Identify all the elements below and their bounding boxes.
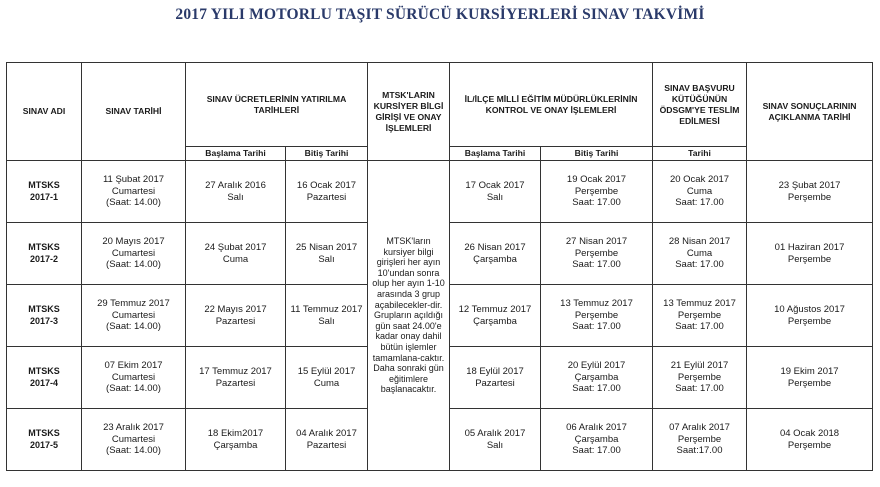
cell-line: Cumartesi	[111, 309, 156, 321]
mem-start-cell	[450, 161, 541, 223]
exam-name-line: MTSKS	[28, 304, 60, 314]
exam-name-line: 2017-5	[29, 439, 59, 450]
cell-line: 10 Ağustos 2017	[774, 304, 845, 315]
cell-line: Saat: 17.00	[572, 445, 621, 457]
cell-line: Pazartesi	[215, 377, 256, 389]
cell-line: 07 Ekim 2017	[104, 360, 163, 372]
exam-name-line: 2017-1	[29, 191, 59, 202]
exam-name-cell	[7, 285, 82, 347]
cell-line: Çarşamba	[473, 315, 517, 327]
mem-end-cell	[541, 409, 653, 471]
cell-line: 22 Mayıs 2017	[204, 304, 267, 315]
mem-end-cell	[541, 347, 653, 409]
cell-line: 16 Ocak 2017	[296, 180, 357, 191]
subheader-mem-end: Bitiş Tarihi	[541, 147, 653, 161]
mem-start-cell	[450, 347, 541, 409]
cell-line: Perşembe	[677, 433, 722, 445]
cell-line: Cumartesi	[111, 185, 156, 197]
mem-end-cell	[541, 161, 653, 223]
subheader-mem-start: Başlama Tarihi	[450, 147, 541, 161]
document-title: 2017 YILI MOTORLU TAŞIT SÜRÜCÜ KURSİYERLERİ SINAV TAKVİMİ	[175, 6, 705, 23]
cell-line: Perşembe	[787, 439, 832, 451]
cell-line: 12 Temmuz 2017	[458, 304, 532, 315]
subheader-fee-start: Başlama Tarihi	[186, 147, 286, 161]
kutuk-cell	[653, 347, 747, 409]
mem-start-cell	[450, 223, 541, 285]
cell-line: (Saat: 14.00)	[106, 321, 161, 333]
cell-line: Perşembe	[787, 315, 832, 327]
cell-line: 11 Temmuz 2017	[290, 304, 363, 315]
cell-line: 28 Nisan 2017	[668, 236, 731, 248]
fee-end-cell	[286, 223, 368, 285]
fee-end-cell	[286, 409, 368, 471]
exam-name-cell	[7, 347, 82, 409]
kutuk-cell	[653, 285, 747, 347]
cell-line: 01 Haziran 2017	[774, 242, 845, 253]
cell-line: Cumartesi	[111, 433, 156, 445]
cell-line: (Saat: 14.00)	[106, 383, 161, 395]
cell-line: Saat: 17.00	[572, 197, 621, 209]
fee-end-cell	[286, 161, 368, 223]
mem-start-cell	[450, 409, 541, 471]
cell-line: Perşembe	[677, 309, 722, 321]
cell-line: Saat: 17.00	[675, 259, 724, 271]
cell-line: Cuma	[686, 185, 713, 197]
cell-line: (Saat: 14.00)	[106, 259, 161, 271]
exam-name-cell	[7, 409, 82, 471]
cell-line: 25 Nisan 2017	[295, 242, 358, 253]
result-cell	[747, 285, 873, 347]
cell-line: Saat: 17.00	[572, 259, 621, 271]
cell-line: 06 Aralık 2017	[566, 422, 627, 434]
header-ucret: SINAV ÜCRETLERİNİN YATIRILMA TARİHLERİ	[186, 63, 368, 147]
header-mem: İL/İLÇE MİLLİ EĞİTİM MÜDÜRLÜKLERİNİN KONTROL VE ONAY İŞLEMLERİ	[450, 63, 653, 147]
kutuk-cell	[653, 161, 747, 223]
cell-line: 19 Ekim 2017	[780, 366, 839, 377]
cell-line: 24 Şubat 2017	[204, 242, 267, 253]
cell-line: 21 Eylül 2017	[670, 360, 729, 372]
exam-name-line: 2017-2	[29, 253, 59, 264]
cell-line: 15 Eylül 2017	[297, 366, 356, 377]
exam-schedule-table	[6, 62, 873, 471]
cell-line: 04 Ocak 2018	[779, 428, 840, 439]
exam-name-line: MTSKS	[28, 428, 60, 438]
header-sinav-adi: SINAV ADI	[7, 63, 82, 161]
cell-line: 17 Temmuz 2017	[199, 366, 272, 377]
cell-line: 19 Ocak 2017	[566, 174, 627, 186]
cell-line: Pazartesi	[475, 377, 515, 389]
mem-end-cell	[541, 223, 653, 285]
cell-line: Salı	[318, 315, 335, 327]
cell-line: Cuma	[222, 253, 249, 265]
header-sinav-tarihi: SINAV TARİHİ	[82, 63, 186, 161]
cell-line: Saat: 17.00	[572, 321, 621, 333]
cell-line: Saat: 17.00	[675, 383, 724, 395]
cell-line: 29 Temmuz 2017	[97, 298, 170, 310]
exam-cell	[82, 347, 186, 409]
cell-line: Pazartesi	[306, 191, 347, 203]
cell-line: 26 Nisan 2017	[464, 242, 526, 253]
cell-line: Perşembe	[787, 377, 832, 389]
result-cell	[747, 409, 873, 471]
cell-line: Çarşamba	[574, 433, 619, 445]
cell-line: 27 Nisan 2017	[565, 236, 628, 248]
cell-line: Cuma	[313, 377, 340, 389]
exam-name-line: MTSKS	[28, 366, 60, 376]
mem-end-cell	[541, 285, 653, 347]
cell-line: 20 Eylül 2017	[567, 360, 626, 372]
cell-line: Perşembe	[787, 253, 832, 265]
subheader-fee-end: Bitiş Tarihi	[286, 147, 368, 161]
cell-line: 04 Aralık 2017	[296, 428, 357, 439]
exam-cell	[82, 161, 186, 223]
cell-line: Çarşamba	[473, 253, 517, 265]
cell-line: 18 Ekim2017	[207, 428, 264, 439]
kutuk-cell	[653, 223, 747, 285]
cell-line: Salı	[486, 439, 504, 451]
subheader-kutuk-date: Tarihi	[653, 147, 747, 161]
cell-line: 05 Aralık 2017	[464, 428, 526, 439]
header-mtsk: MTSK'LARIN KURSİYER BİLGİ GİRİŞİ VE ONAY İŞLEMLERİ	[368, 63, 450, 161]
exam-name-line: MTSKS	[28, 242, 60, 252]
cell-line: Çarşamba	[574, 371, 619, 383]
fee-end-cell	[286, 285, 368, 347]
result-cell	[747, 223, 873, 285]
mtsk-note-cell: MTSK'ların kursiyer bilgi girişleri her ayın 10'undan sonra olup her ayın 1-10 arasında 3 grup açabilecekler-dir. Grupların açıldığı gün saat 24.00'e kadar onay dahil bütün işlemler tamamlana-caktır. Daha sonraki gün eğitimlere başlanacaktır.	[368, 161, 450, 471]
table-body	[7, 161, 873, 471]
cell-line: Perşembe	[574, 247, 619, 259]
exam-name-line: MTSKS	[28, 180, 60, 190]
cell-line: 17 Ocak 2017	[465, 180, 525, 191]
table-row	[7, 161, 873, 223]
cell-line: 20 Mayıs 2017	[102, 236, 165, 248]
result-cell	[747, 347, 873, 409]
cell-line: Perşembe	[787, 191, 832, 203]
exam-cell	[82, 409, 186, 471]
fee-start-cell	[186, 285, 286, 347]
exam-cell	[82, 223, 186, 285]
exam-name-cell	[7, 223, 82, 285]
cell-line: 20 Ocak 2017	[669, 174, 730, 186]
exam-cell	[82, 285, 186, 347]
cell-line: Cuma	[686, 247, 713, 259]
exam-name-line: 2017-4	[29, 377, 59, 388]
cell-line: Cumartesi	[111, 371, 156, 383]
cell-line: Saat: 17.00	[675, 321, 724, 333]
header-row	[7, 63, 873, 147]
cell-line: 13 Temmuz 2017	[663, 298, 736, 310]
cell-line: Pazartesi	[215, 315, 256, 327]
fee-start-cell	[186, 161, 286, 223]
cell-line: Çarşamba	[213, 439, 258, 451]
cell-line: Saat: 17.00	[572, 383, 621, 395]
cell-line: 23 Şubat 2017	[778, 180, 841, 191]
exam-name-line: 2017-3	[29, 315, 59, 326]
fee-end-cell	[286, 347, 368, 409]
kutuk-cell	[653, 409, 747, 471]
cell-line: Saat: 17.00	[675, 197, 724, 209]
fee-start-cell	[186, 409, 286, 471]
cell-line: (Saat: 14.00)	[106, 197, 161, 209]
cell-line: 23 Aralık 2017	[103, 422, 164, 434]
cell-line: 11 Şubat 2017	[102, 174, 165, 186]
cell-line: 18 Eylül 2017	[466, 366, 524, 377]
header-kutuk: SINAV BAŞVURU KÜTÜĞÜNÜN ÖDSGM'YE TESLİM EDİLMESİ	[653, 63, 747, 147]
cell-line: Perşembe	[677, 371, 722, 383]
cell-line: Cumartesi	[111, 247, 156, 259]
fee-start-cell	[186, 347, 286, 409]
cell-line: Perşembe	[574, 309, 619, 321]
exam-name-cell	[7, 161, 82, 223]
cell-line: 07 Aralık 2017	[669, 422, 730, 434]
result-cell	[747, 161, 873, 223]
cell-line: Salı	[318, 253, 335, 265]
cell-line: (Saat: 14.00)	[106, 445, 161, 457]
cell-line: Salı	[486, 191, 504, 203]
fee-start-cell	[186, 223, 286, 285]
mem-start-cell	[450, 285, 541, 347]
cell-line: 27 Aralık 2016	[205, 180, 266, 191]
cell-line: Pazartesi	[306, 439, 347, 451]
cell-line: Salı	[227, 191, 244, 203]
cell-line: Perşembe	[574, 185, 619, 197]
cell-line: Saat:17.00	[676, 445, 723, 457]
cell-line: 13 Temmuz 2017	[560, 298, 633, 310]
header-sonuc: SINAV SONUÇLARININ AÇIKLANMA TARİHİ	[747, 63, 873, 161]
